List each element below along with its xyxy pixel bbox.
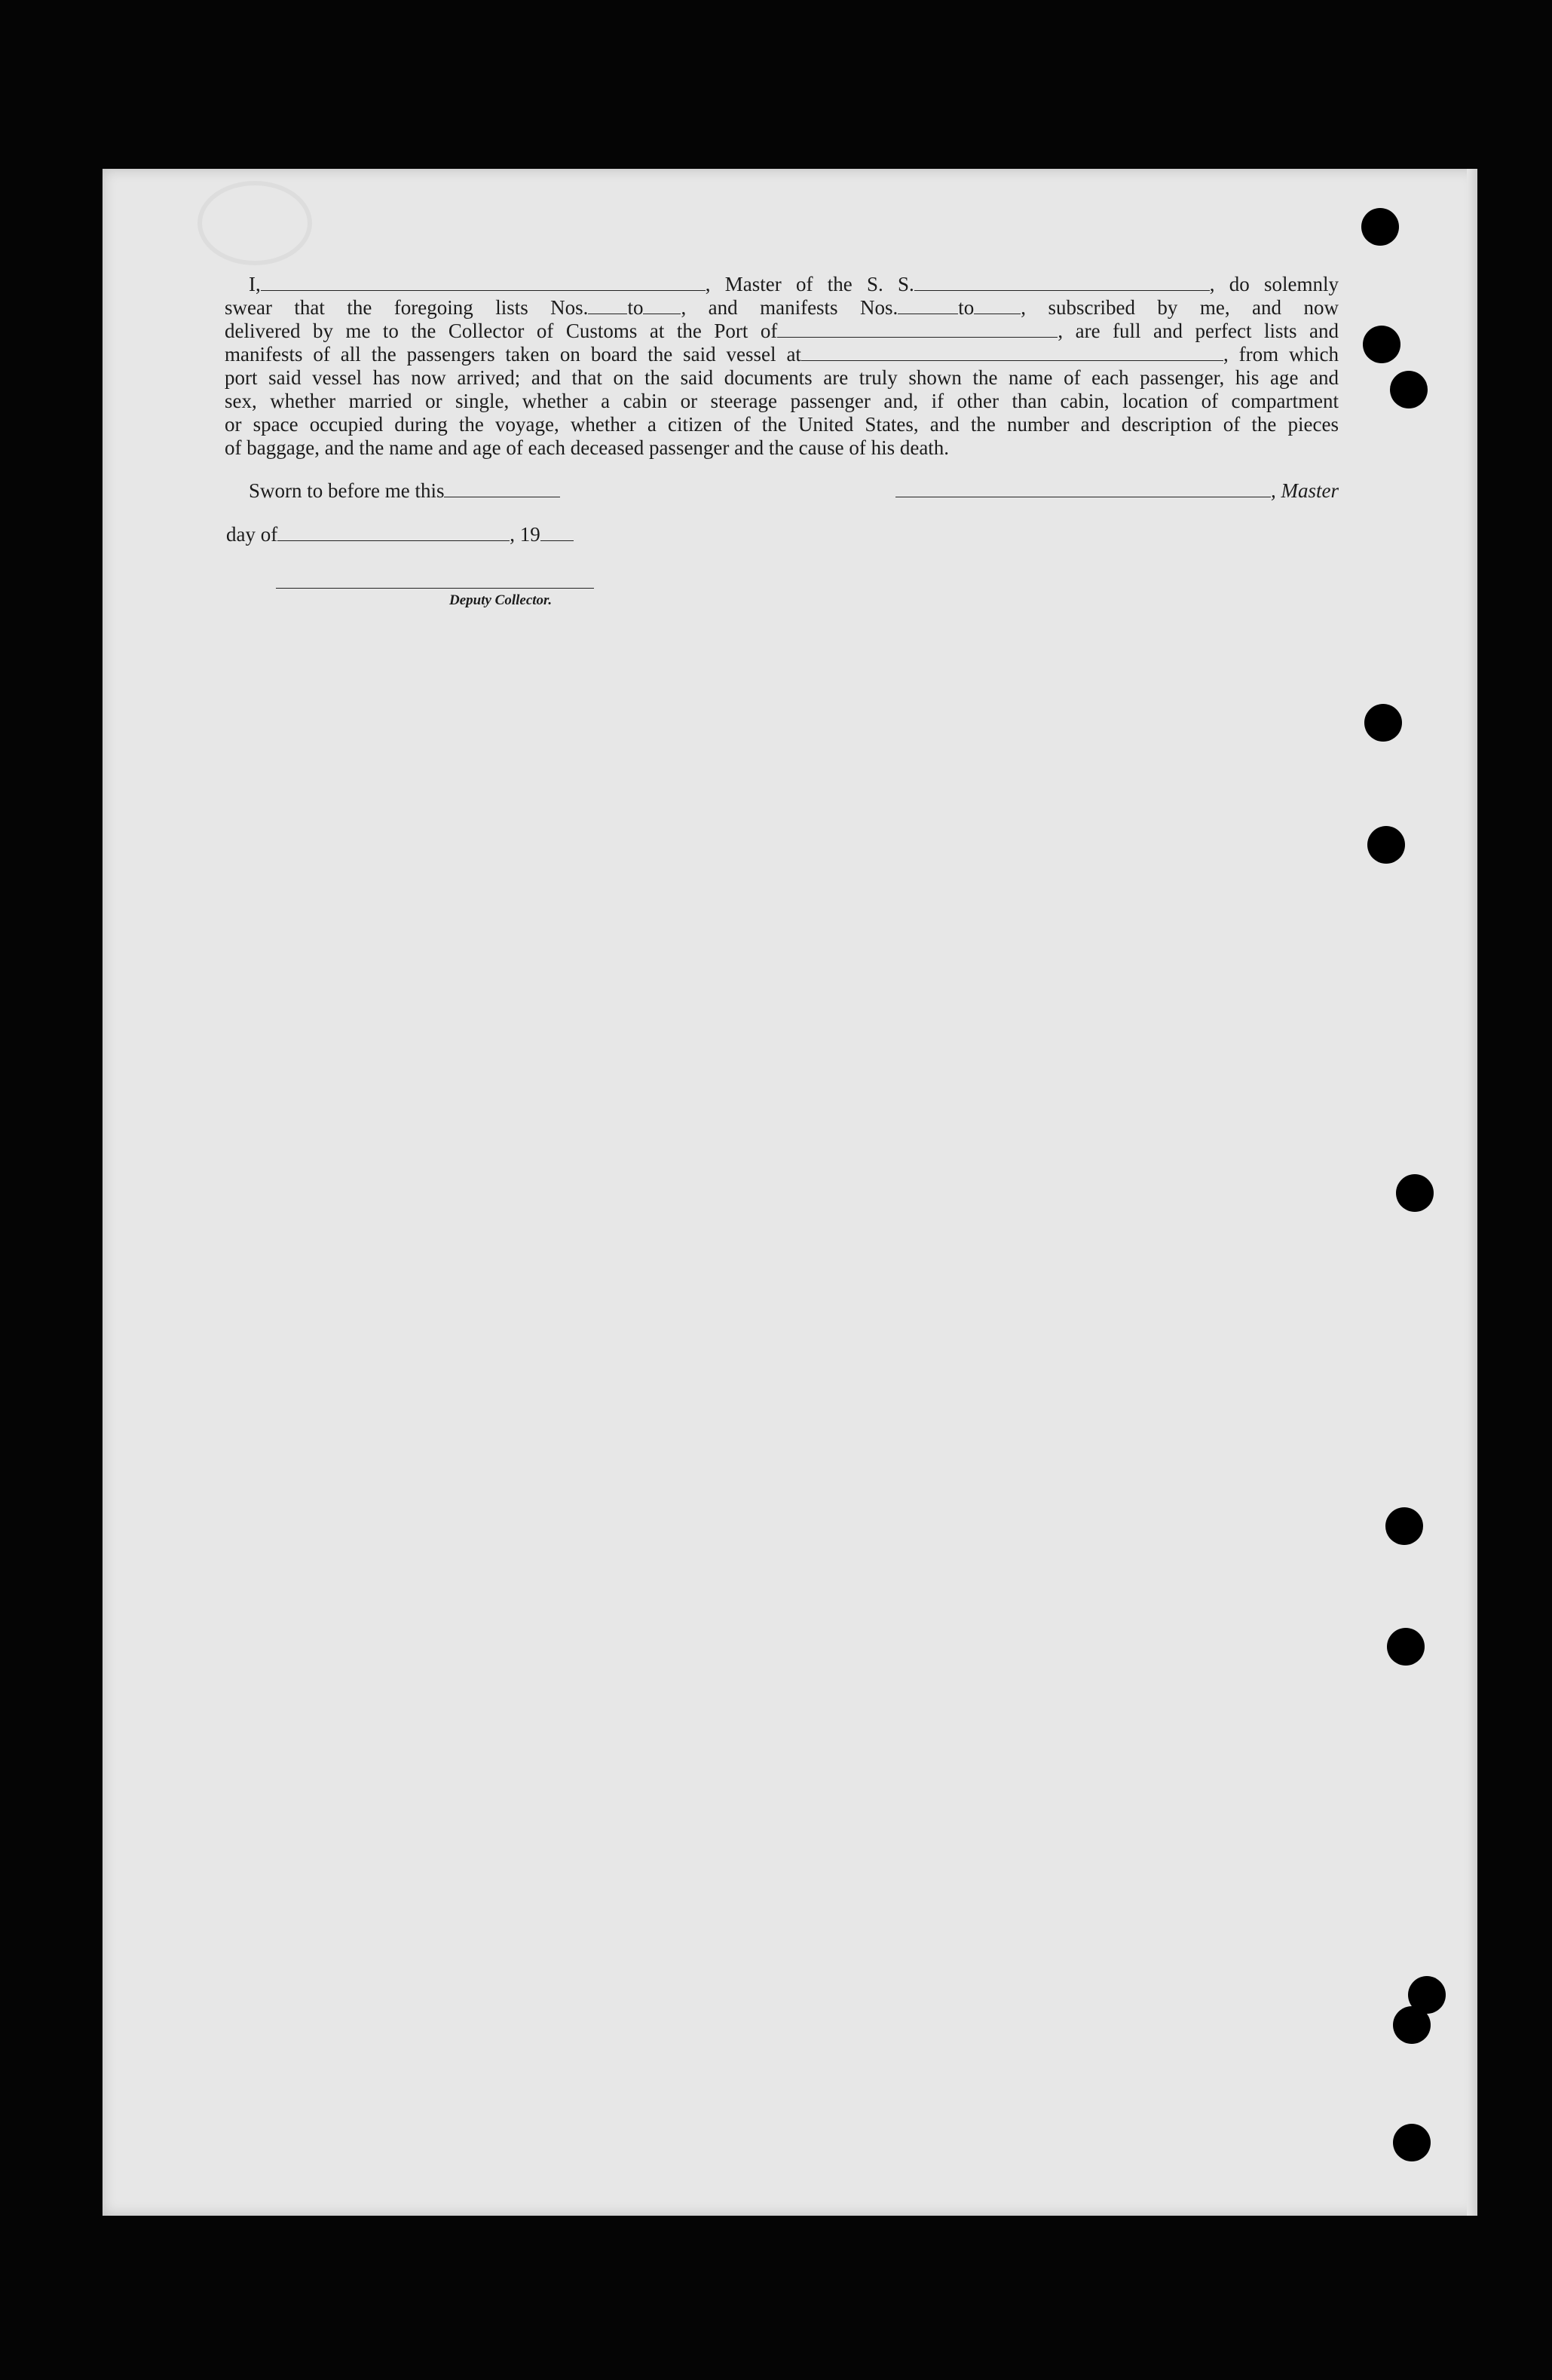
document-sheet [103,169,1477,2216]
embark-port-blank[interactable] [801,345,1223,361]
oath-line-2: swear that the foregoing lists Nos. to , and manifests Nos. to , subscribed by me, and now [225,296,1339,319]
oath-line-5: port said vessel has now arrived; and that on the said documents are truly shown the name of each passenger, his age and [225,366,1339,389]
punch-hole-3 [1390,371,1428,408]
oath-line-3: delivered by me to the Collector of Customs at the Port of , are full and perfect lists and [225,320,1339,342]
master-signature: , Master [895,479,1339,503]
punch-hole-10 [1393,2006,1431,2044]
oath-line-7: or space occupied during the voyage, whether a citizen of the United States, and the number and description of the pieces [225,413,1339,436]
year-blank[interactable] [540,525,574,541]
punch-hole-2 [1363,326,1400,363]
oath-line-6: sex, whether married or single, whether a cabin or steerage passenger and, if other than cabin, location of compartment [225,390,1339,412]
punch-hole-6 [1396,1174,1434,1212]
oath-line-8: of baggage, and the name and age of each deceased passenger and the cause of his death. [225,436,950,459]
manifest-to-blank[interactable] [974,298,1021,314]
punch-hole-7 [1385,1507,1423,1545]
punch-hole-8 [1387,1628,1425,1666]
list-to-blank[interactable] [643,298,681,314]
faint-stamp-mark [197,181,312,265]
sworn-statement: Sworn to before me this [249,479,560,503]
date-row: day of , 19 [226,523,574,546]
punch-hole-1 [1361,208,1399,246]
oath-line-4: manifests of all the passengers taken on board the said vessel at , from which [225,343,1339,366]
deputy-signature-line[interactable] [276,588,594,589]
ship-name-blank[interactable] [914,275,1210,291]
deputy-collector-label: Deputy Collector. [449,592,553,608]
sheet-right-edge [1467,169,1477,2216]
list-from-blank[interactable] [588,298,627,314]
punch-hole-4 [1364,704,1402,742]
sworn-day-blank[interactable] [444,482,560,497]
port-blank[interactable] [777,322,1058,338]
manifest-from-blank[interactable] [898,298,958,314]
oath-paragraph [225,273,1339,460]
punch-hole-5 [1367,826,1405,864]
oath-line-1: I, , Master of the S. S. , do solemnly [249,273,1339,295]
punch-hole-11 [1393,2124,1431,2161]
master-name-blank[interactable] [261,275,706,291]
master-signature-blank[interactable] [895,482,1271,497]
month-blank[interactable] [277,525,510,541]
